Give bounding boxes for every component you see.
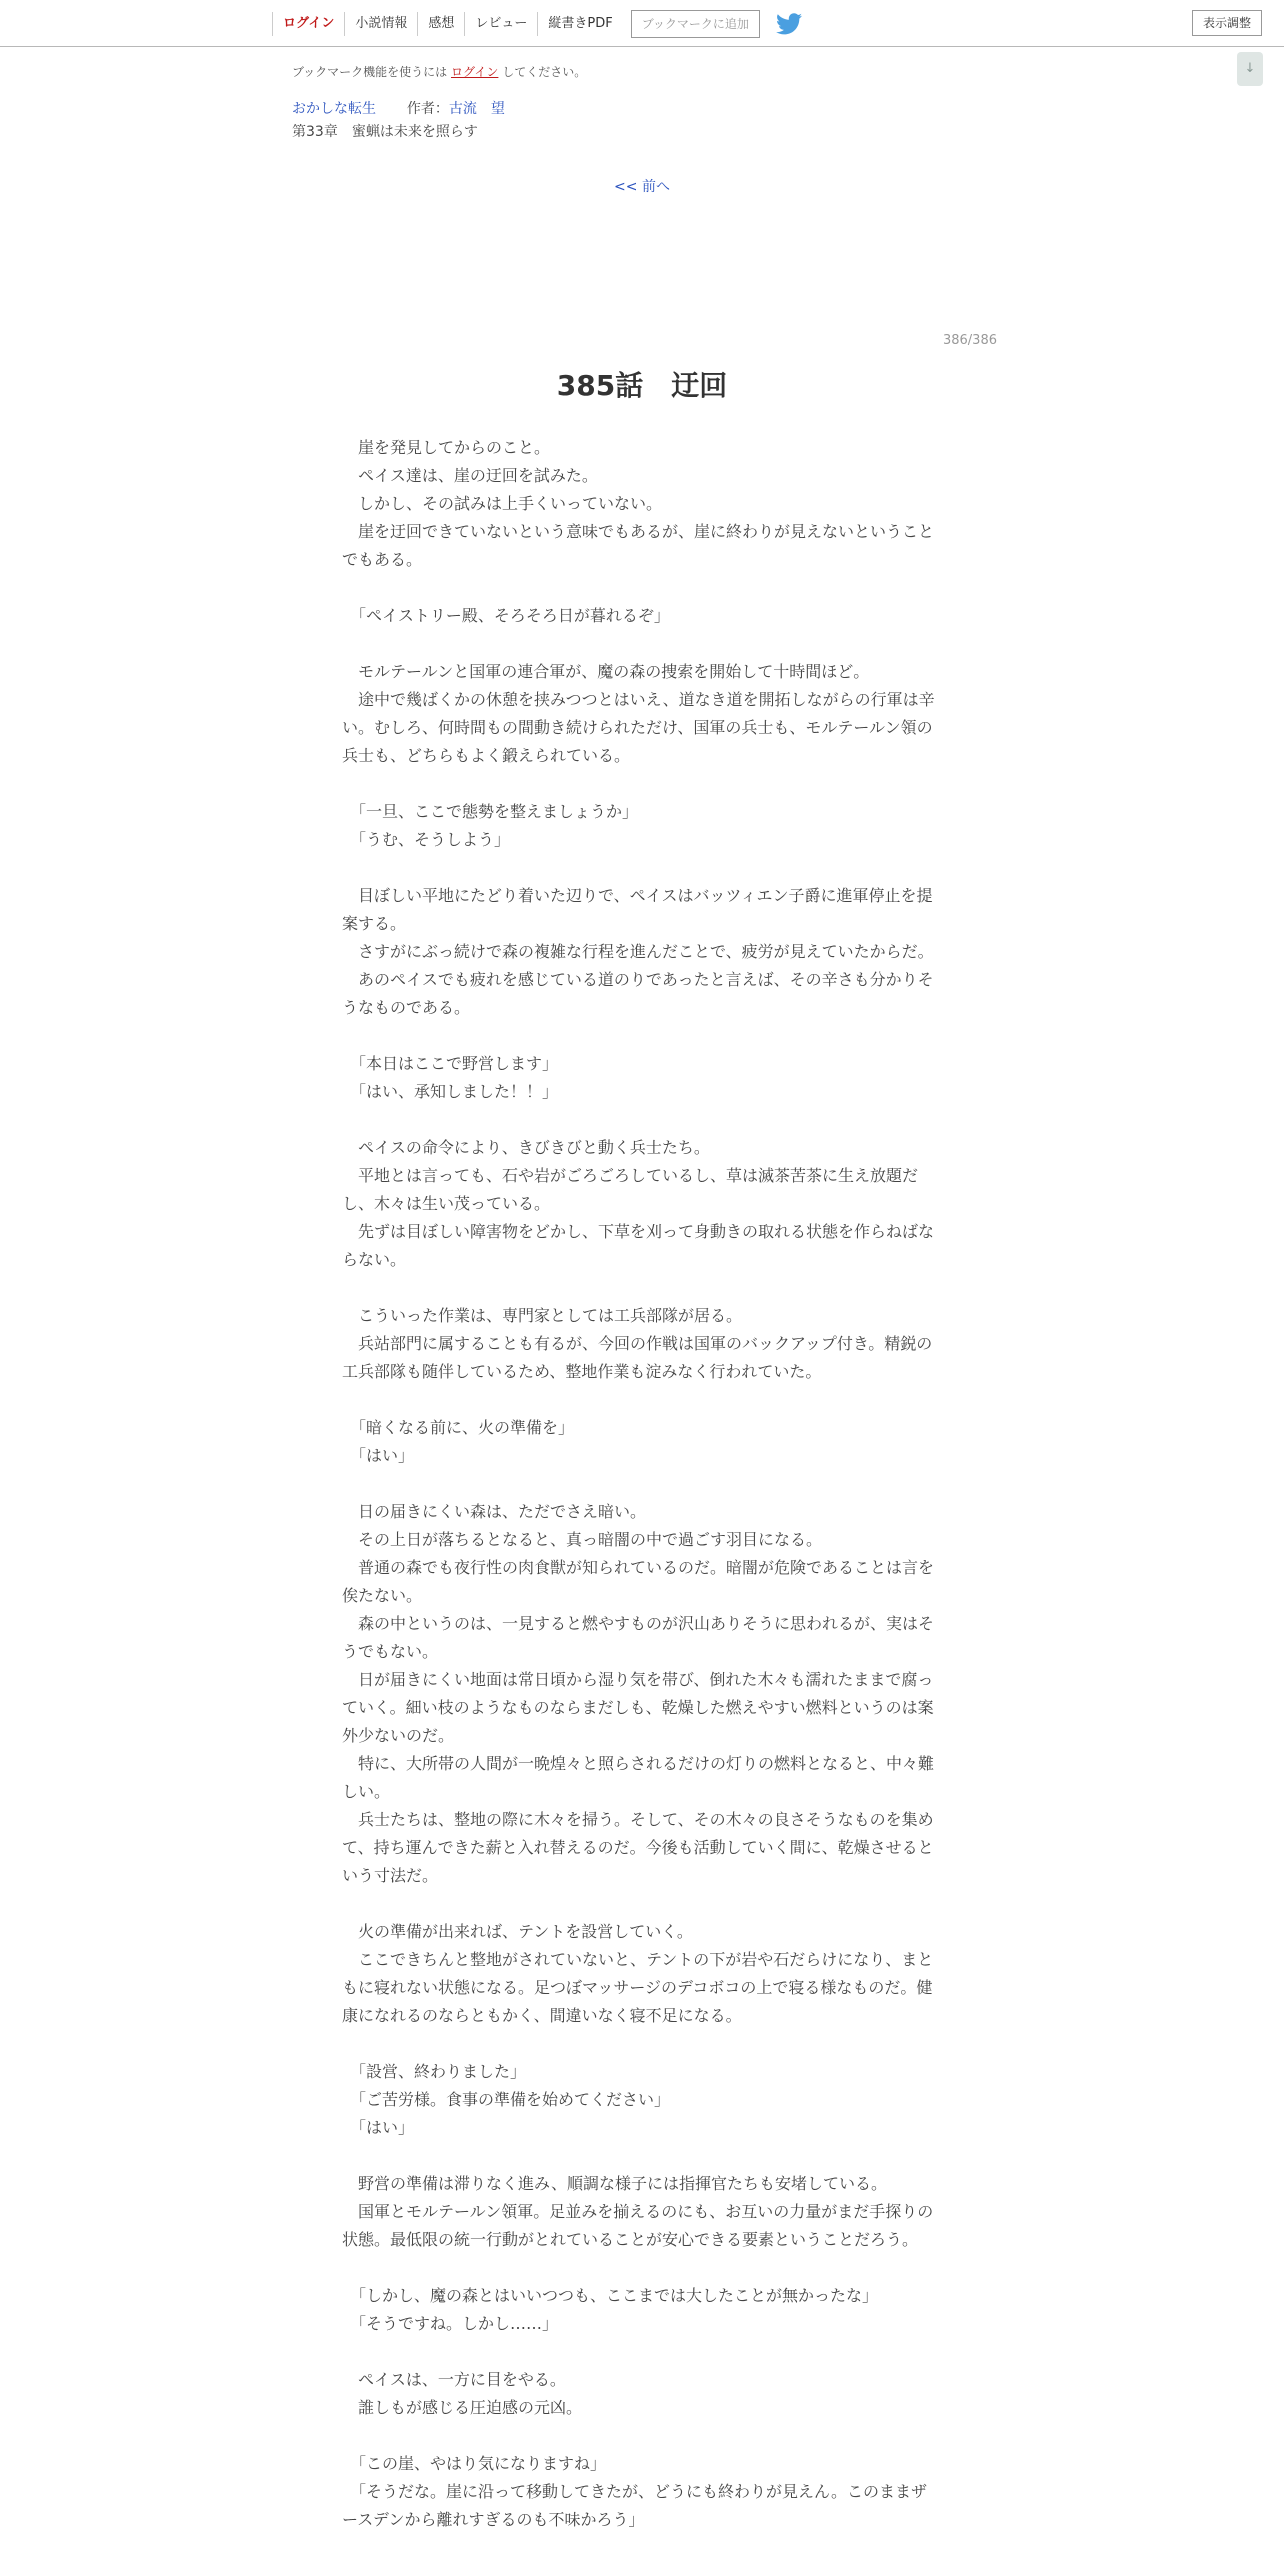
body-line: いう寸法だ。 [342, 1866, 439, 1885]
body-line: 平地とは言っても、石や岩がごろごろしているし、草は滅茶苦茶に生え放題だ [342, 1166, 919, 1185]
novel-title-link[interactable]: おかしな転生 [292, 101, 376, 117]
body-line: 俟たない。 [342, 1586, 423, 1605]
body-line: 「しかし、魔の森とはいいつつも、ここまでは大したことが無かったな」 [342, 2286, 879, 2305]
body-line: 「設営、終わりました」 [342, 2062, 527, 2081]
body-line: 「ペイストリー殿、そろそろ日が暮れるぞ」 [342, 606, 670, 625]
author-label: 作者： [406, 101, 449, 117]
nav-novel-info[interactable]: 小説情報 [344, 12, 417, 36]
twitter-bird-icon[interactable] [776, 13, 802, 35]
body-line: 「ご苦労様。食事の準備を始めてください」 [342, 2090, 671, 2109]
body-line: 外少ないのだ。 [342, 1726, 455, 1745]
body-line: その上日が落ちるとなると、真っ暗闇の中で過ごす羽目になる。 [342, 1530, 823, 1549]
body-line [342, 854, 936, 882]
body-line: 森の中というのは、一見すると燃やすものが沢山ありそうに思われるが、実はそ [342, 1614, 935, 1633]
body-line: て、持ち運んできた薪と入れ替えるのだ。今後も活動していく間に、乾燥させると [342, 1838, 934, 1857]
body-line: ここできちんと整地がされていないと、テントの下が岩や石だらけになり、まと [342, 1950, 934, 1969]
bookmark-notice-prefix: ブックマーク機能を使うには [292, 65, 448, 79]
bookmark-notice [292, 63, 586, 80]
body-line: ペイス達は、崖の迂回を試みた。 [342, 466, 598, 485]
body-line: 「はい」 [342, 1446, 415, 1465]
body-line: 国軍とモルテールン領軍。足並みを揃えるのにも、お互いの力量がまだ手探りの [342, 2202, 934, 2221]
body-line [342, 2254, 936, 2282]
body-line: 普通の森でも夜行性の肉食獣が知られているのだ。暗闇が危険であることは言を [342, 1558, 935, 1577]
body-line: ペイスは、一方に目をやる。 [342, 2370, 566, 2389]
body-line: 「この崖、やはり気になりますね」 [342, 2454, 607, 2473]
novel-info [292, 98, 505, 118]
notice-login-link[interactable]: ログイン [451, 65, 499, 79]
body-line [342, 1106, 936, 1134]
top-nav [272, 0, 802, 47]
body-line: 「暗くなる前に、火の準備を」 [342, 1418, 575, 1437]
body-line: 「うむ、そうしよう」 [342, 830, 511, 849]
body-line: 火の準備が出来れば、テントを設営していく。 [342, 1922, 693, 1941]
body-line: 崖を迂回できていないという意味でもあるが、崖に終わりが見えないということ [342, 522, 935, 541]
body-line: 状態。最低限の統一行動がとれていることが安心できる要素ということだろう。 [342, 2230, 919, 2249]
body-line [342, 1274, 936, 1302]
body-line: うなものである。 [342, 998, 471, 1017]
display-settings-button[interactable]: 表示調整 [1192, 10, 1262, 36]
body-line: ペイスの命令により、きびきびと動く兵士たち。 [342, 1138, 710, 1157]
body-line [342, 770, 936, 798]
body-line: ースデンから離れすぎるのも不味かろう」 [342, 2510, 645, 2529]
nav-login[interactable]: ログイン [272, 12, 344, 36]
body-line [342, 630, 936, 658]
body-line: うでもない。 [342, 1642, 439, 1661]
body-line: さすがにぶっ続けで森の複雑な行程を進んだことで、疲労が見えていたからだ。 [342, 942, 934, 961]
novel-body [342, 434, 936, 2534]
body-line: しかし、その試みは上手くいっていない。 [342, 494, 663, 513]
body-line [342, 1470, 936, 1498]
body-line [342, 1890, 936, 1918]
body-line [342, 2142, 936, 2170]
body-line: 途中で幾ばくかの休憩を挟みつつとはいえ、道なき道を開拓しながらの行軍は辛 [342, 690, 935, 709]
body-line: 「はい」 [342, 2118, 415, 2137]
body-line: 日の届きにくい森は、ただでさえ暗い。 [342, 1502, 647, 1521]
prev-page-link[interactable]: << 前へ [614, 179, 670, 195]
body-line: い。むしろ、何時間もの間動き続けられただけ、国軍の兵士も、モルテールン領の [342, 718, 933, 737]
body-line: 工兵部隊も随伴しているため、整地作業も淀みなく行われていた。 [342, 1362, 822, 1381]
body-line: あのペイスでも疲れを感じている道のりであったと言えば、その辛さも分かりそ [342, 970, 934, 989]
nav-review[interactable]: レビュー [464, 12, 537, 36]
body-line: 「一旦、ここで態勢を整えましょうか」 [342, 802, 639, 821]
episode-counter: 386/386 [942, 333, 997, 348]
body-line: ていく。細い枝のようなものならまだしも、乾燥した燃えやすい燃料というのは案 [342, 1698, 934, 1717]
body-line [342, 2338, 936, 2366]
body-line: モルテールンと国軍の連合軍が、魔の森の捜索を開始して十時間ほど。 [342, 662, 870, 681]
nav-vertical-pdf[interactable]: 縦書きPDF [537, 12, 622, 36]
body-line [342, 2422, 936, 2450]
body-line: らない。 [342, 1250, 407, 1269]
body-line: 先ずは目ぼしい障害物をどかし、下草を刈って身動きの取れる状態を作らねばな [342, 1222, 935, 1241]
body-line: 日が届きにくい地面は常日頃から湿り気を帯び、倒れた木々も濡れたままで腐っ [342, 1670, 934, 1689]
body-line: 兵站部門に属することも有るが、今回の作戦は国軍のバックアップ付き。精鋭の [342, 1334, 933, 1353]
episode-title: 385話 迂回 [556, 369, 728, 402]
body-line [342, 2030, 936, 2058]
body-line: 案する。 [342, 914, 407, 933]
header-bar [0, 0, 1284, 47]
body-line: 兵士たちは、整地の際に木々を掃う。そして、その木々の良さそうなものを集め [342, 1810, 934, 1829]
body-line [342, 1386, 936, 1414]
body-line: こういった作業は、専門家としては工兵部隊が居る。 [342, 1306, 743, 1325]
body-line: 誰しもが感じる圧迫感の元凶。 [342, 2398, 583, 2417]
body-line: 兵士も、どちらもよく鍛えられている。 [342, 746, 631, 765]
scroll-down-button[interactable]: ↓ [1237, 52, 1263, 86]
body-line: 「本日はここで野営します」 [342, 1054, 559, 1073]
body-line: 「はい、承知しました！！」 [342, 1082, 559, 1101]
body-line [342, 574, 936, 602]
chapter-title: 第33章 蜜蝋は未来を照らす [292, 124, 478, 140]
body-line: でもある。 [342, 550, 423, 569]
add-bookmark-button[interactable]: ブックマークに追加 [631, 10, 760, 38]
body-line: 崖を発見してからのこと。 [342, 438, 551, 457]
bookmark-notice-suffix: してください。 [502, 65, 587, 79]
body-line: もに寝れない状態になる。足つぼマッサージのデコボコの上で寝る様なものだ。健 [342, 1978, 933, 1997]
body-line: 野営の準備は滞りなく進み、順調な様子には指揮官たちも安堵している。 [342, 2174, 887, 2193]
body-line [342, 1022, 936, 1050]
nav-impressions[interactable]: 感想 [417, 12, 464, 36]
body-line: 特に、大所帯の人間が一晩煌々と照らされるだけの灯りの燃料となると、中々難 [342, 1754, 935, 1773]
body-line: 康になれるのならともかく、間違いなく寝不足になる。 [342, 2006, 742, 2025]
body-line: 「そうですね。しかし……」 [342, 2314, 559, 2333]
body-line: 目ぼしい平地にたどり着いた辺りで、ペイスはバッツィエン子爵に進軍停止を提 [342, 886, 933, 905]
prev-nav [0, 176, 1284, 196]
author-link[interactable]: 古流 望 [448, 101, 505, 117]
body-line: 「そうだな。崖に沿って移動してきたが、どうにも終わりが見えん。このままザ [342, 2482, 927, 2501]
body-line: し、木々は生い茂っている。 [342, 1194, 551, 1213]
body-line: しい。 [342, 1782, 391, 1801]
